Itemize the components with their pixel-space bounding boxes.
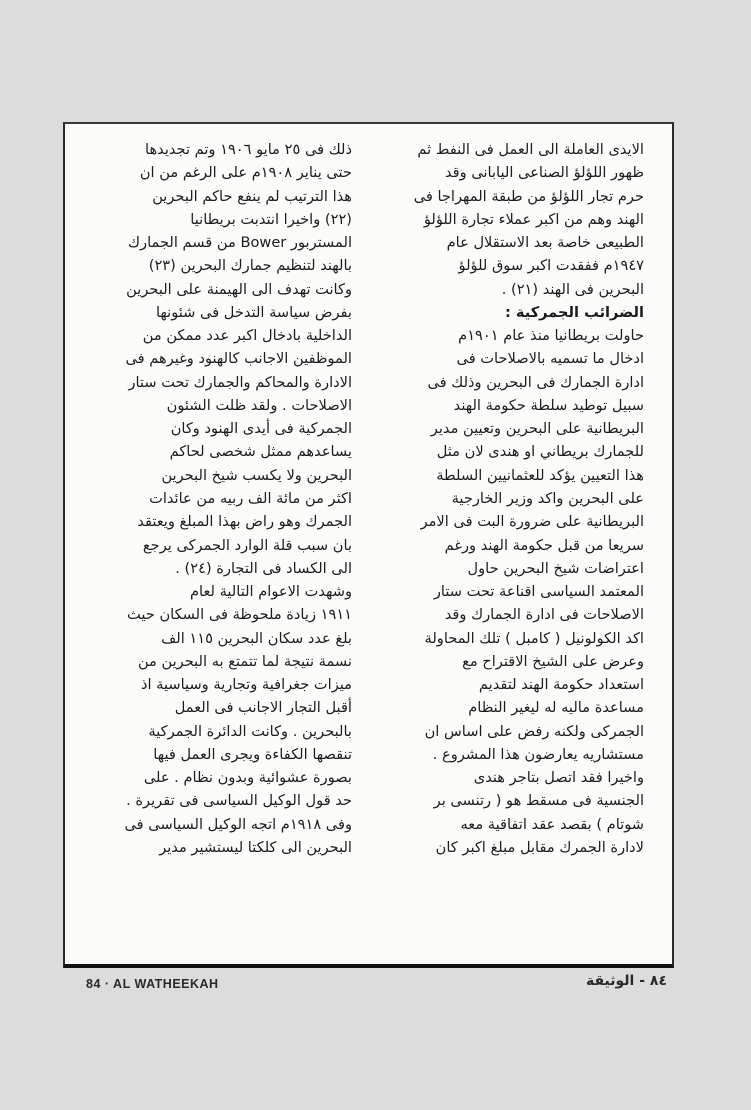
text-line: وكانت تهدف الى الهيمنة على البحرين [126,280,352,298]
text-line: البريطانية على البحرين وتعيين مدير [430,420,644,438]
text-line: ادارة الجمارك فى البحرين وذلك فى [427,373,644,391]
text-line: حد قول الوكيل السياسى فى تقريرة . [126,792,352,810]
text-line: البحرين الى كلكتا ليستشير مدير [159,838,352,856]
text-line: الجمركية فى أيدى الهنود وكان [170,420,352,438]
text-line: بان سبب قلة الوارد الجمركى يرجع [142,536,352,554]
text-line: الى الكساد فى التجارة (٢٤) . [175,559,352,577]
text-line: الجنسية فى مسقط هو ( رتنسى بر [433,792,644,810]
right-text-column [379,138,644,859]
text-line: ذلك فى ٢٥ مايو ١٩٠٦ وتم تجديدها [145,141,352,158]
text-line: ميزات جغرافية وتجارية وسياسية اذ [140,676,352,694]
text-line: المعتمد السياسى اقناعة تحت ستار [433,583,644,601]
text-line: ظهور اللؤلؤ الصناعى اليابانى وقد [445,164,644,182]
text-line: بالهند لتنظيم جمارك البحرين (٢٣) [148,257,352,275]
text-line: وشهدت الاعوام التالية لعام [189,583,352,601]
footer-arabic-page-label: ٨٤ - الوثيقة [585,973,667,989]
text-line: اعتراضات شيخ البحرين حاول [467,559,644,577]
text-line: أقبل التجار الاجانب فى العمل [174,699,352,717]
text-line: البريطانية على ضرورة البت فى الامر [420,513,644,531]
text-line: سبيل توطيد سلطة حكومة الهند [453,396,644,414]
footer-english-page-label: 84 · AL WATHEEKAH [86,977,219,991]
text-line: بفرض سياسة التدخل فى شئونها [155,303,352,321]
text-line: مستشاريه يعارضون هذا المشروع . [432,745,644,763]
text-line: الاصلاحات . ولقد ظلت الشئون [166,396,352,414]
text-line: الجمركى ولكنه رفض على اساس ان [424,722,644,740]
text-line: حاولت بريطانيا منذ عام ١٩٠١م [458,327,644,345]
text-line: حتى يناير ١٩٠٨م على الرغم من ان [139,164,352,182]
text-line: سريعا من قبل حكومة الهند ورغم [444,536,644,554]
section-heading: الضرائب الجمركية : [504,303,644,321]
text-line: لادارة الجمرك مقابل مبلغ اكبر كان [435,838,644,856]
text-line: اكد الكولونيل ( كامبل ) تلك المحاولة [424,629,644,647]
text-line: الجمرك وهو راض بهذا المبلغ ويعتقد [137,513,352,531]
text-line: واخيرا فقد اتصل بتاجر هندى [473,769,644,787]
text-line: وفى ١٩١٨م اتجه الوكيل السياسى فى [124,815,352,833]
text-line: نسمة نتيجة لما تتمتع به البحرين من [137,652,352,670]
text-line: بالبحرين . وكانت الدائرة الجمركية [148,722,352,740]
text-line: الموظفين الاجانب كالهنود وغيرهم فى [125,350,352,368]
text-line: الهند وهم من اكبر عملاء تجارة اللؤلؤ [423,210,644,228]
text-line: الاصلاحات فى ادارة الجمارك وقد [444,606,644,624]
text-line: تنقصها الكفاءة ويجرى العمل فيها [153,745,352,763]
text-line: استعداد حكومة الهند لتقديم [478,676,644,694]
text-line: الداخلية بادخال اكبر عدد ممكن من [142,327,352,345]
text-line: الادارة والمحاكم والجمارك تحت ستار [128,373,352,391]
text-line: على البحرين واكد وزير الخارجية [451,489,644,507]
text-line: اكثر من مائة الف ربيه من عائدات [149,489,352,507]
text-line: هذا التعيين يؤكد للعثمانيين السلطة [436,466,644,484]
text-line: ١٩١١ زيادة ملحوظة فى السكان حيث [127,606,352,624]
text-line: يساعدهم ممثل شخصى لحاكم [169,443,352,461]
text-line: للجمارك بريطاني او هندى لان مثل [436,443,644,461]
text-line: البحرين فى الهند (٢١) . [501,280,644,298]
text-line: الطبيعى خاصة بعد الاستقلال عام [446,234,644,252]
text-line: وعرض على الشيخ الاقتراح مع [462,652,644,670]
text-line: ادخال ما تسميه بالاصلاحات فى [456,350,644,368]
text-line: البحرين ولا يكسب شيخ البحرين [161,466,352,484]
text-line: حرم تجار اللؤلؤ من طبقة المهراجا فى [413,187,644,205]
text-line: مساعدة ماليه له ليغير النظام [468,699,644,717]
left-text-column [87,138,352,859]
text-line: المستربور Bower من قسم الجمارك [128,234,352,252]
article-frame [63,122,674,968]
text-line: ١٩٤٧م ففقدت اكبر سوق للؤلؤ [458,257,644,275]
text-line: شوتام ) بقصد عقد اتفاقية معه [460,815,644,833]
text-line: الايدى العاملة الى العمل فى النفط ثم [417,141,644,158]
text-line: بلغ عدد سكان البحرين ١١٥ الف [161,629,352,647]
text-line: (٢٢) واخيرا انتدبت بريطانيا [190,210,352,228]
text-line: هذا الترتيب لم ينفع حاكم البحرين [152,187,352,205]
text-line: بصورة عشوائية وبدون نظام . على [143,769,352,787]
